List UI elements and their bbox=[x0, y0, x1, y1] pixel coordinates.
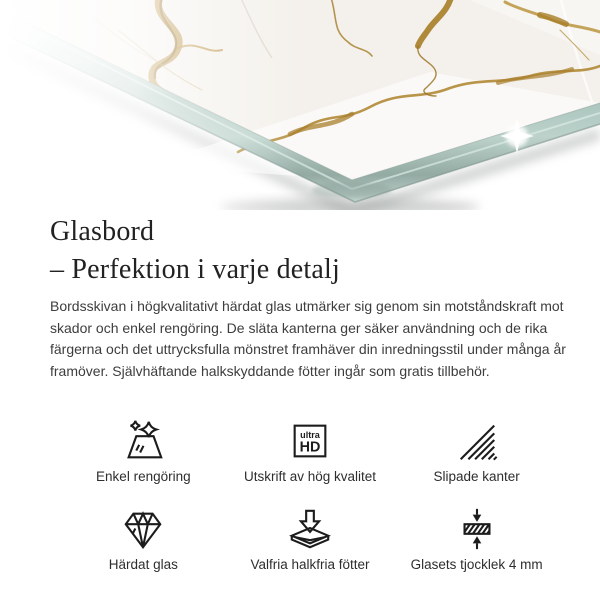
feature-label: Enkel rengöring bbox=[96, 469, 191, 484]
feature-grid bbox=[50, 418, 570, 572]
feature-easy-cleaning bbox=[60, 418, 227, 484]
svg-text:ultra: ultra bbox=[300, 430, 320, 441]
feature-glass-thickness bbox=[393, 506, 560, 572]
feature-label: Utskrift av hög kvalitet bbox=[243, 469, 377, 484]
arrow-into-pad-icon bbox=[287, 506, 333, 552]
title-line-2: – Perfektion i varje detalj bbox=[50, 254, 340, 285]
sparkle-clean-surface-icon bbox=[120, 418, 166, 464]
svg-text:HD: HD bbox=[299, 439, 321, 456]
feature-non-slip-feet bbox=[227, 506, 394, 572]
product-info-section bbox=[0, 213, 600, 572]
feature-label: Slipade kanter bbox=[433, 469, 520, 484]
thickness-gauge-icon bbox=[454, 506, 500, 552]
page-title bbox=[50, 213, 570, 289]
ultra-hd-badge-icon bbox=[287, 418, 333, 464]
feature-label: Glasets tjocklek 4 mm bbox=[410, 557, 543, 572]
product-description: Bordsskivan i högkvalitativt härdat glas utmärker sig genom sin motståndskraft mot skador och enkel rengöring. De släta kanterna ger säker användning och de rika färgerna och det uttrycksfulla mönstret framhäver din inredningsstil under många år framöver. Självhäftande halkskyddande fötter ingår som gratis tillbehör. bbox=[50, 298, 566, 379]
title-line-1: Glasbord bbox=[50, 216, 155, 247]
feature-tempered-glass bbox=[60, 506, 227, 572]
feature-polished-edges bbox=[393, 418, 560, 484]
feature-label: Härdat glas bbox=[108, 557, 178, 572]
diamond-icon bbox=[120, 506, 166, 552]
feature-print-quality bbox=[227, 418, 394, 484]
polished-edge-hatch-icon bbox=[454, 418, 500, 464]
product-photo-glass-tabletop bbox=[0, 0, 600, 210]
feature-label: Valfria halkfria fötter bbox=[250, 557, 370, 572]
